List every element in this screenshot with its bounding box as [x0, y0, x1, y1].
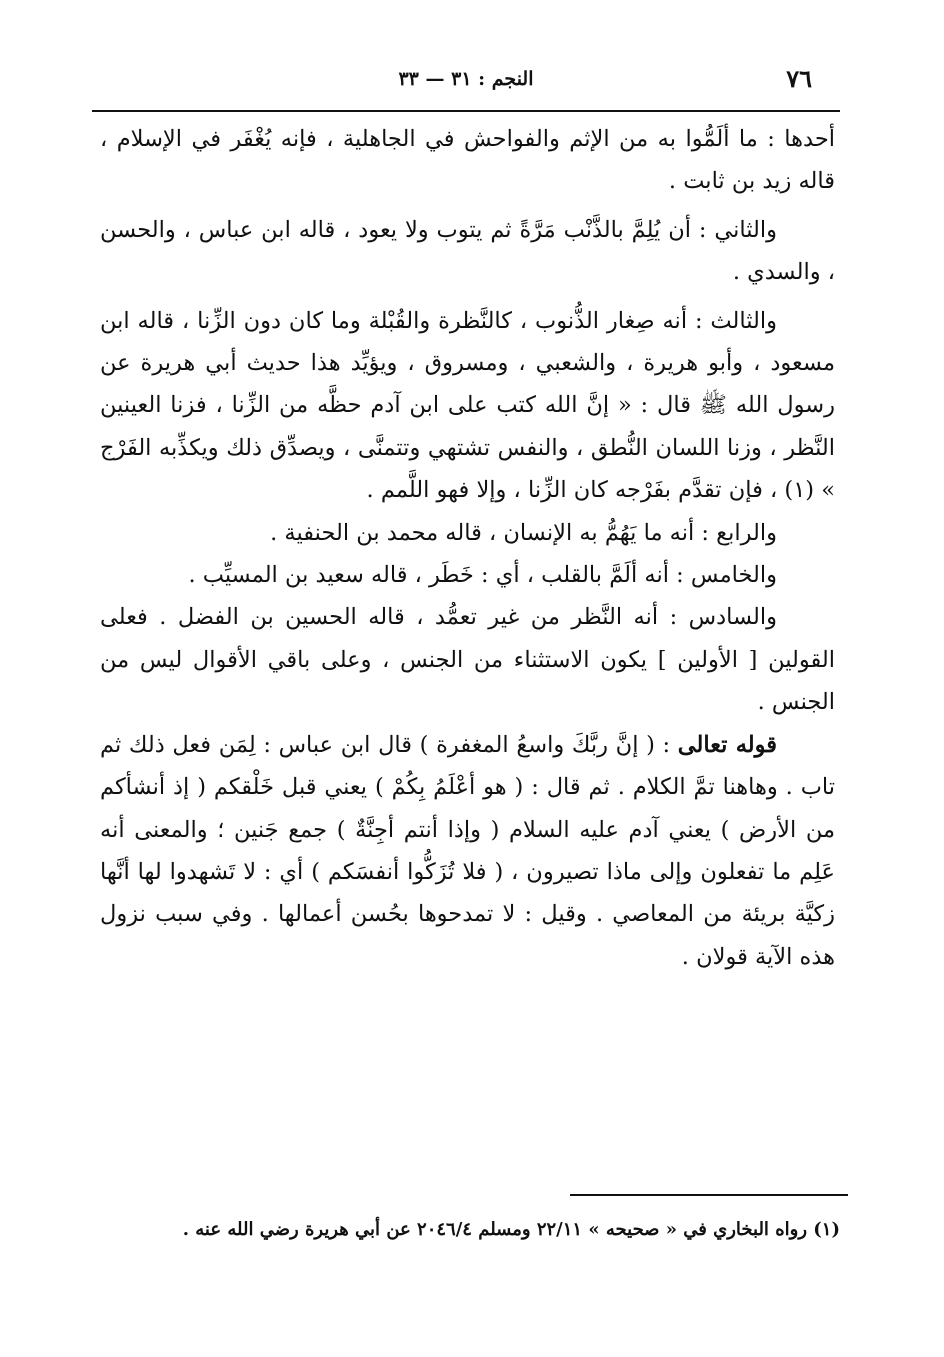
paragraph-sixth-opinion [100, 596, 835, 723]
paragraph-text: والسادس : أنه النَّظر من غير تعمُّد ، قاله الحسين بن الفضل . فعلى القولين [ الأولين ] يكون الاستثناء من الجنس ، وعلى باقي الأقوال ليس من الجنس . [100, 604, 835, 716]
header-divider [92, 110, 840, 112]
paragraph-text: : ( إنَّ ربَّكَ واسعُ المغفرة ) قال ابن عباس : لِمَن فعل ذلك ثم تاب . وهاهنا تمَّ الكلام . ثم قال : ( هو أعْلَمُ بِكُمْ ) يعني قبل خَلْقكم ( إذ أنشأكم من الأرض ) يعني آدم عليه السلام ( وإذا أنتم أجِنَّةٌ ) جمع جَنين ؛ والمعنى أنه عَلِم ما تفعلون وإلى ماذا تصيرون ، ( فلا تُزَكُّوا أنفسَكم ) أي : لا تَشهدوا لها أنَّها زكيَّة بريئة من المعاصي . وقيل : لا تمدحوها بحُسن أعمالها . وفي سبب نزول هذه الآية قولان . [100, 731, 835, 970]
paragraph-verse-commentary [100, 724, 835, 978]
paragraph-fourth-opinion [100, 512, 835, 554]
paragraph-text: أحدها : ما ألَمُّوا به من الإثم والفواحش في الجاهلية ، فإنه يُغْفَر في الإسلام ، قاله زيد بن ثابت . [100, 126, 835, 195]
running-title: النجم : ٣١ — ٣٣ [398, 68, 534, 90]
paragraph-text: والثاني : أن يُلِمَّ بالذَّنْب مَرَّةً ثم يتوب ولا يعود ، قاله ابن عباس ، والحسن ، والسدي . [100, 216, 835, 286]
footnote-divider [570, 1194, 848, 1196]
paragraph-second-opinion [100, 209, 835, 294]
main-text [100, 118, 835, 978]
paragraph-third-opinion [100, 300, 835, 512]
paragraph-text: والخامس : أنه ألَمَّ بالقلب ، أي : خَطَر ، قاله سعيد بن المسيِّب . [188, 562, 777, 589]
paragraph-first-opinion [100, 118, 835, 203]
page-number: ٧٦ [786, 64, 812, 93]
paragraph-text: والثالث : أنه صِغار الذُّنوب ، كالنَّظرة والقُبْلة وما كان دون الزِّنا ، قاله ابن مسعود ، وأبو هريرة ، والشعبي ، ومسروق ، ويؤيِّد هذا حديث أبي هريرة عن رسول الله ﷺ قال : « إنَّ الله كتب على ابن آدم حظَّه من الزِّنا ، فزنا العينين النَّظر ، وزنا اللسان النُّطق ، والنفس تشتهي وتتمنَّى ، ويصدِّق ذلك ويكذِّبه الفَرْج » (١) ، فإن تقدَّم بفَرْجه كان الزِّنا ، وإلا فهو اللَّمم . [100, 307, 835, 504]
page-header [92, 58, 840, 108]
paragraph-fifth-opinion [100, 554, 835, 596]
paragraph-lead: قوله تعالى [677, 731, 777, 758]
paragraph-text: والرابع : أنه ما يَهُمُّ به الإنسان ، قاله محمد بن الحنفية . [270, 519, 777, 546]
footnote: (١) رواه البخاري في « صحيحه » ٢٢/١١ ومسلم ٢٠٤٦/٤ عن أبي هريرة رضي الله عنه . [182, 1219, 840, 1240]
